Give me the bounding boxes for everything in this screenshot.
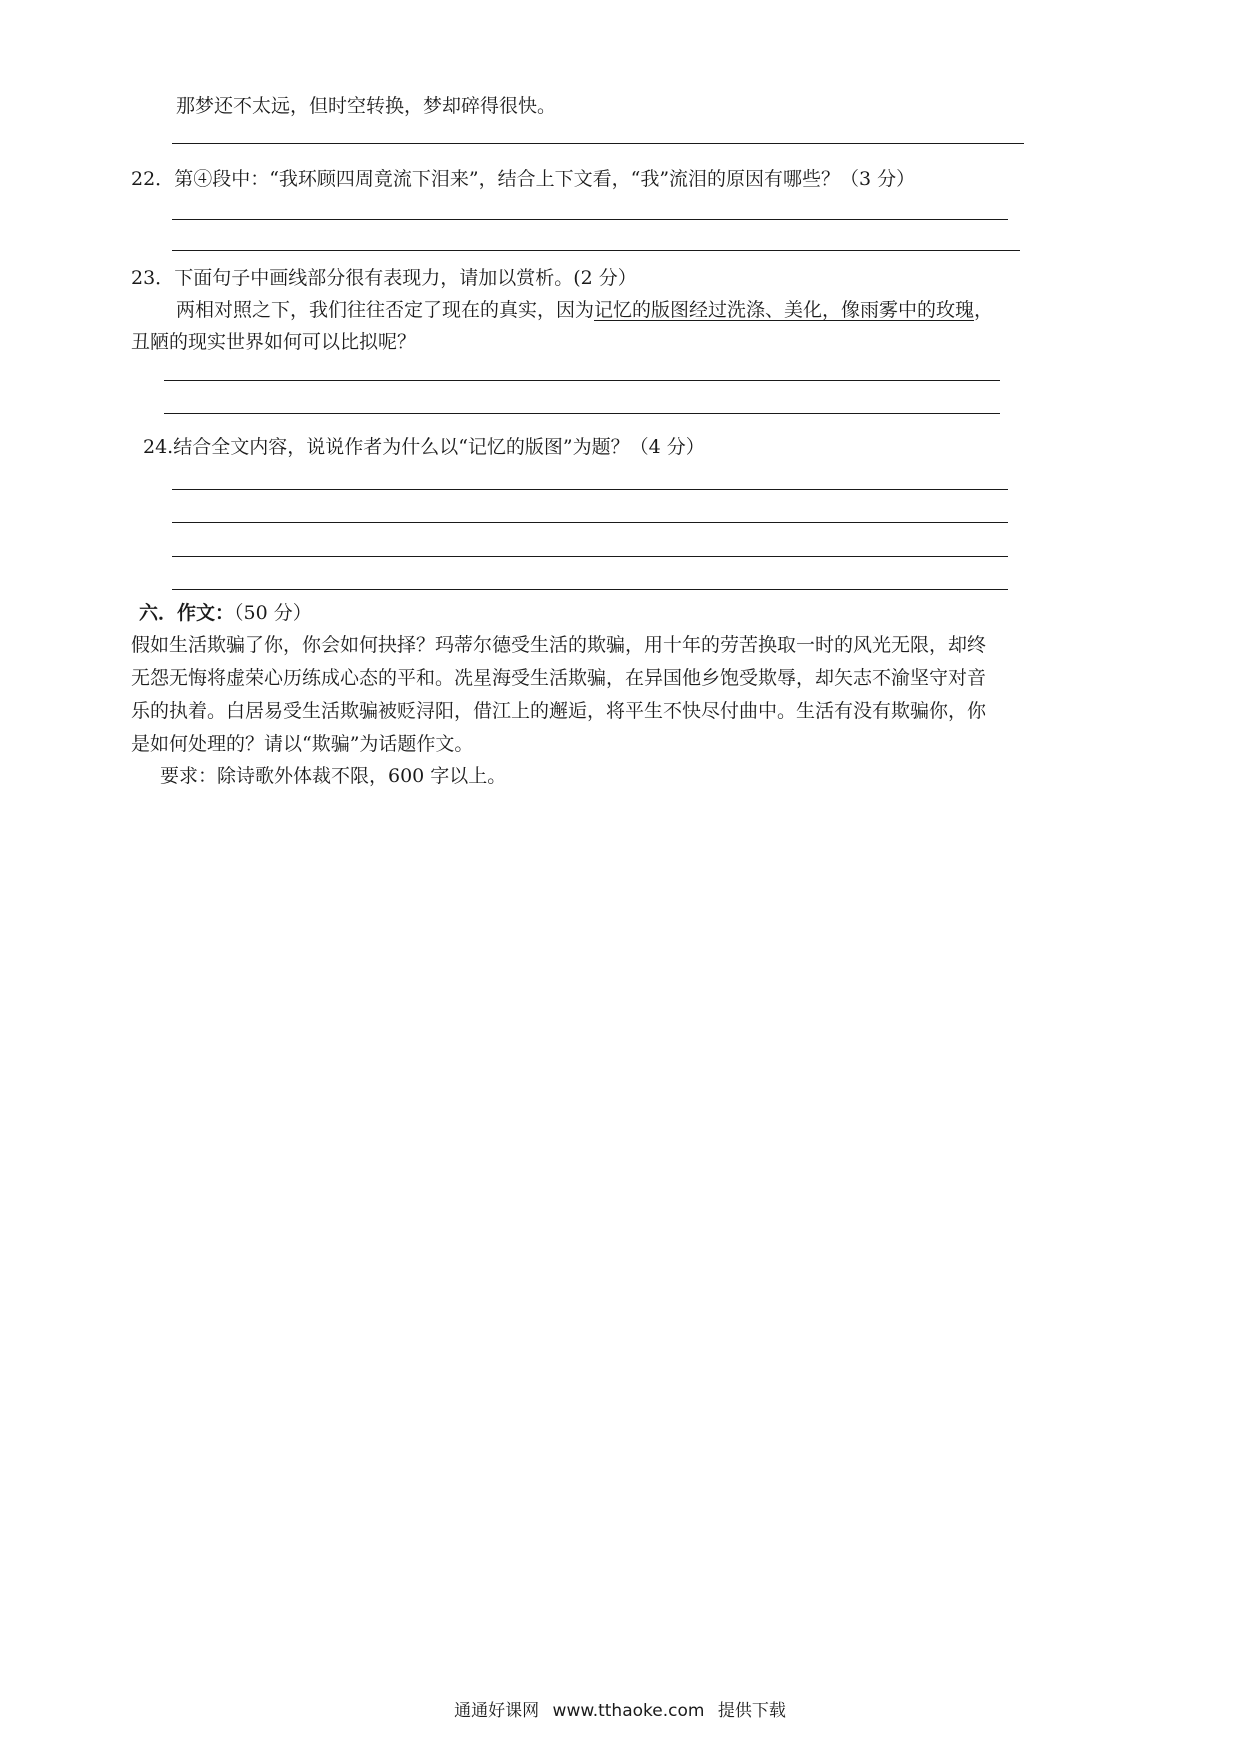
q22-question (131, 165, 915, 193)
essay-heading-row (139, 599, 312, 627)
footer-url[interactable]: www.tthaoke.com (552, 1701, 705, 1721)
answer-line (172, 143, 1024, 144)
answer-line (164, 413, 1000, 414)
essay-prompt-line: 是如何处理的？请以“欺骗”为话题作文。 (131, 733, 474, 755)
q23-question (131, 264, 637, 292)
essay-prompt-line: 乐的执着。白居易受生活欺骗被贬浔阳，借江上的邂逅，将平生不快尽付曲中。生活有没有欺骗你，你 (131, 700, 987, 722)
essay-score: （50 分） (234, 602, 312, 624)
q24-question (143, 433, 705, 461)
q22-number: 22． (131, 168, 175, 190)
essay-requirement: 要求：除诗歌外体裁不限，600 字以上。 (160, 765, 507, 787)
essay-heading: 六．作文： (139, 602, 235, 624)
footer-suffix: 提供下载 (717, 1701, 786, 1721)
q24-number: 24. (143, 436, 174, 458)
q23-quote-before: 两相对照之下，我们往往否定了现在的真实，因为 (176, 299, 595, 321)
answer-line (172, 522, 1008, 523)
q23-text: 下面句子中画线部分很有表现力，请加以赏析。(2 分） (174, 267, 637, 289)
answer-line (172, 489, 1008, 490)
answer-line (172, 219, 1008, 220)
footer-site-name: 通通好课网 (454, 1701, 540, 1721)
q22-text: 第④段中：“我环顾四周竟流下泪来”，结合上下文看，“我”流泪的原因有哪些？（3 分） (174, 168, 916, 190)
q24-text: 结合全文内容，说说作者为什么以“记忆的版图”为题？（4 分） (173, 436, 705, 458)
q23-quote-underlined: 记忆的版图经过洗涤、美化，像雨雾中的玫瑰 (594, 299, 975, 321)
page-footer (0, 1696, 1240, 1721)
answer-line (164, 380, 1000, 381)
essay-prompt-line: 无怨无悔将虚荣心历练成心态的平和。冼星海受生活欺骗，在异国他乡饱受欺辱，却矢志不渝坚守对音 (131, 667, 987, 689)
q23-quote-after: ， (974, 299, 994, 321)
answer-line (172, 250, 1020, 251)
q23-number: 23． (131, 267, 175, 289)
answer-line (172, 589, 1008, 590)
answer-line (172, 556, 1008, 557)
q21-sentence: 那梦还不太远，但时空转换，梦却碎得很快。 (176, 95, 557, 117)
q23-quote-line2: 丑陋的现实世界如何可以比拟呢？ (131, 331, 417, 353)
essay-prompt-line: 假如生活欺骗了你，你会如何抉择？玛蒂尔德受生活的欺骗，用十年的劳苦换取一时的风光无限，却终 (131, 634, 987, 656)
q23-quote-line1 (176, 296, 993, 324)
